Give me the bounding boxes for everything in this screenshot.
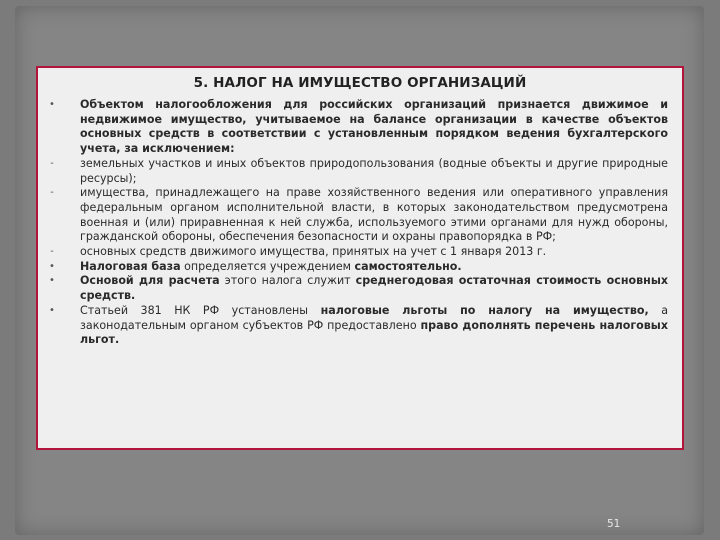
list-item [38,245,678,260]
bold-text: Основой для расчета [80,274,220,288]
body-text: а законодательным органом субъектов РФ предоставлено [80,303,668,332]
body-text: Статьей 381 НК РФ установлены [80,303,321,317]
dash-icon: - [50,157,54,169]
list-item [38,260,678,275]
bullet-icon: • [49,275,55,287]
bold-text: среднегодовая остаточная стоимость основных средств. [80,274,669,303]
list-item [38,274,678,303]
bold-text: Объектом налогообложения для российских организаций признается движимое и недвижимое имущество, учитываемое на балансе организации в качестве объектов основных средств в соответствии с установленным порядком ведения бухгалтерского учета, за исключением: [80,98,668,156]
slide-title: 5. НАЛОГ НА ИМУЩЕСТВО ОРГАНИЗАЦИЙ [193,75,527,91]
list-item [38,98,678,157]
list-item [38,304,678,348]
bullet-icon: • [49,99,55,110]
body-text: имущества, принадлежащего на праве хозяйственного ведения или оперативного управления федеральным органом исполнительной власти, в которых законодательством предусмотрена военная и (или) приравненная к ней служба, используемого этими органами для нужд обороны, гражданской обороны, обеспечения безопасности и охраны правопорядка в РФ; [80,186,668,244]
bold-text: налоговые льготы по налогу на имущество, [320,303,649,317]
bold-text: самостоятельно. [354,259,462,273]
dash-icon: - [50,187,54,199]
dash-icon: - [50,246,54,258]
bullet-list [38,98,678,348]
body-text: этого налога служит [219,274,356,288]
page-number: 51 [607,518,621,530]
body-text: основных средств движимого имущества, принятых на учет с 1 января 2013 г. [80,245,547,259]
content-box [36,66,684,450]
body-text: определяется учреждением [180,259,355,273]
list-item [38,157,678,186]
body-text: земельных участков и иных объектов природопользования (водные объекты и другие природные ресурсы); [80,156,668,185]
bold-text: Налоговая база [80,259,181,273]
bullet-icon: • [49,260,55,272]
bullet-icon: • [49,304,55,316]
list-item [38,186,678,245]
bold-text: право дополнять перечень налоговых льгот. [80,318,668,347]
